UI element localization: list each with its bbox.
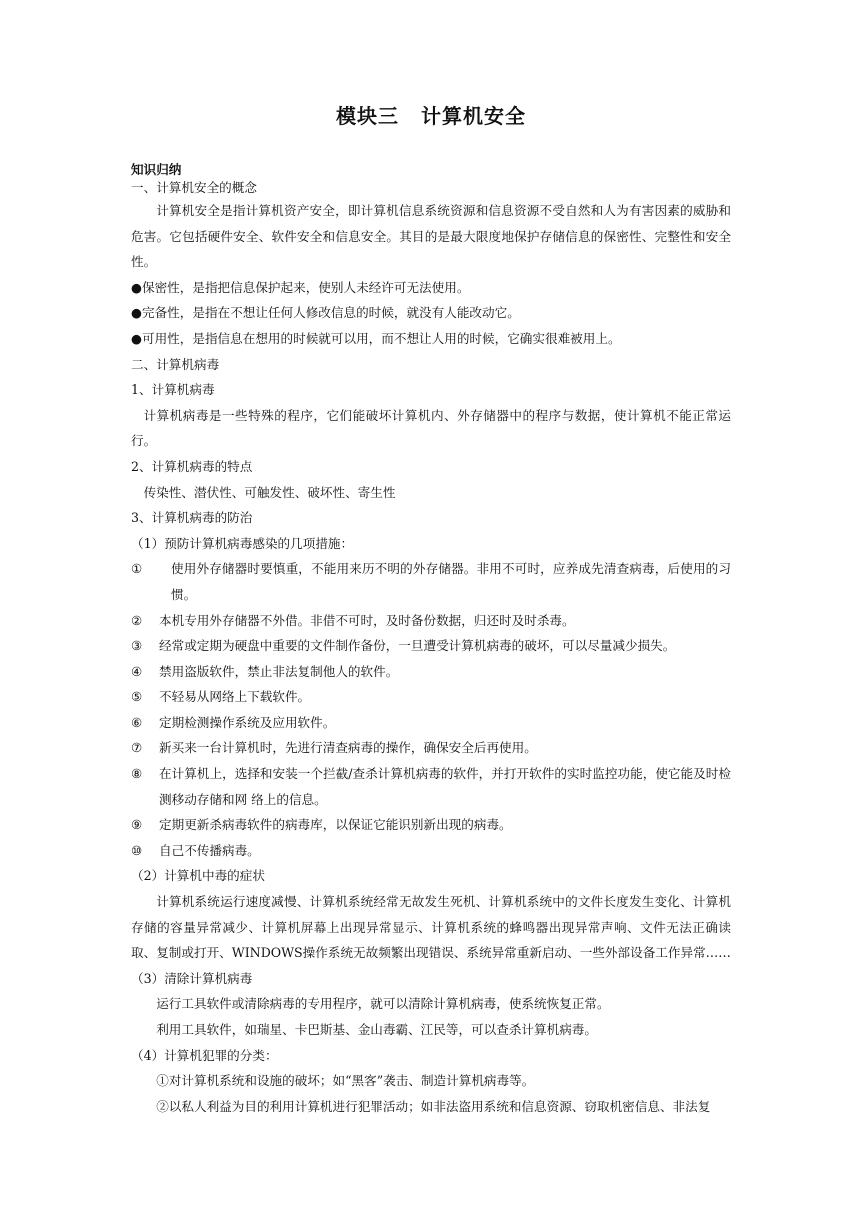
title-module: 模块三: [336, 104, 399, 128]
removal-paragraph-1: 运行工具软件或清除病毒的专用程序，就可以清除计算机病毒，使系统恢复正常。: [156, 996, 610, 1012]
symptoms-heading: （2）计算机中毒的症状: [131, 868, 265, 884]
measure-item-4: ④ 禁用盗版软件，禁止非法复制他人的软件。: [131, 663, 399, 679]
title-topic: 计算机安全: [421, 104, 526, 128]
measure-item-1: ① 使用外存储器时要慎重，不能用来历不明的外存储器。非用不可时，应养成先清查病毒，后使用的习惯。: [131, 561, 731, 602]
s1-bullet-availability: ●可用性，是指信息在想用的时候就可以用，而不想让人用的时候，它确实很难被用上。: [131, 330, 621, 346]
removal-paragraph-2: 利用工具软件，如瑞星、卡巴斯基、金山毒霸、江民等，可以查杀计算机病毒。: [156, 1022, 597, 1037]
prevention-heading: （1）预防计算机病毒感染的几项措施：: [131, 535, 354, 551]
s1-heading: 一、计算机安全的概念: [131, 180, 257, 195]
measure-item-2: ② 本机专用外存储器不外借。非借不可时，及时备份数据，归还时及时杀毒。: [131, 612, 575, 628]
s2-sub1-paragraph: 计算机病毒是一些特殊的程序，它们能破坏计算机内、外存储器中的程序与数据，使计算机不能正常运行。: [131, 407, 731, 449]
s2-sub2-paragraph: 传染性、潜伏性、可触发性、破坏性、寄生性: [143, 484, 396, 500]
s2-sub2-heading: 2、计算机病毒的特点: [131, 458, 253, 474]
s1-bullet-integrity: ●完备性，是指在不想让任何人修改信息的时候，就没有人能改动它。: [131, 305, 520, 321]
s1-bullet-confidentiality: ●保密性，是指把信息保护起来，使别人未经许可无法使用。: [131, 279, 470, 295]
measure-item-3: ③ 经常或定期为硬盘中重要的文件制作备份，一旦遭受计算机病毒的破坏，可以尽量减少损失。: [131, 638, 676, 654]
symptoms-paragraph: 计算机系统运行速度减慢、计算机系统经常无故发生死机、计算机系统中的文件长度发生变化、计算机存储的容量异常减少、计算机屏幕上出现异常显示、计算机系统的蜂鸣器出现异常声响、文件无法正确读取、复制或打开、WINDOWS操作系统无故频繁出现错误、系统异常重新启动、一些外部设备工作异常……: [131, 894, 731, 961]
document-body: [131, 100, 731, 1119]
crime-item-2: ②以私人利益为目的利用计算机进行犯罪活动；如非法盗用系统和信息资源、窃取机密信息、非法复: [156, 1098, 711, 1114]
removal-heading: （3）清除计算机病毒: [131, 970, 253, 986]
measure-item-8: ⑧ 在计算机上，选择和安装一个拦截/查杀计算机病毒的软件，并打开软件的实时监控功能，使它能及时检测移动存储和网 络上的信息。: [131, 766, 731, 807]
measure-item-9: ⑨ 定期更新杀病毒软件的病毒库，以保证它能识别新出现的病毒。: [131, 817, 512, 833]
s2-sub1-heading: 1、计算机病毒: [131, 382, 215, 398]
s1-paragraph: 计算机安全是指计算机资产安全，即计算机信息系统资源和信息资源不受自然和人为有害因素的威胁和危害。它包括硬件安全、软件安全和信息安全。其目的是最大限度地保护存储信息的保密性、完整性和安全性。: [131, 203, 731, 270]
page-title: [131, 100, 731, 129]
measure-item-5: ⑤ 不轻易从网络上下载软件。: [131, 689, 311, 705]
measure-item-10: ⑩ 自己不传播病毒。: [131, 842, 260, 858]
s2-heading: 二、计算机病毒: [131, 356, 220, 372]
s2-sub3-heading: 3、计算机病毒的防治: [131, 510, 253, 526]
crime-heading: （4）计算机犯罪的分类：: [131, 1047, 278, 1063]
crime-item-1: ①对计算机系统和设施的破坏；如“黑客”袭击、制造计算机病毒等。: [156, 1073, 535, 1089]
measure-item-7: ⑦ 新买来一台计算机时，先进行清查病毒的操作，确保安全后再使用。: [131, 740, 537, 756]
section-label: 知识归纳: [131, 162, 182, 177]
measure-item-6: ⑥ 定期检测操作系统及应用软件。: [131, 714, 336, 730]
